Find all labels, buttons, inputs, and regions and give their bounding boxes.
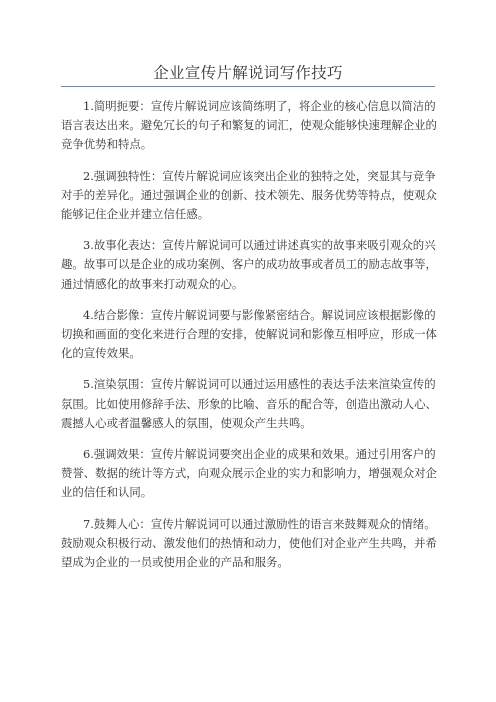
paragraph-4: 4.结合影像：宣传片解说词要与影像紧密结合。解说词应该根据影像的切换和画面的变化来进行合理的安排，使解说词和影像互相呼应，形成一体化的宣传效果。 xyxy=(61,307,437,361)
document-body xyxy=(61,97,441,584)
paragraph-6: 6.强调效果：宣传片解说词要突出企业的成果和效果。通过引用客户的赞誉、数据的统计等方式，向观众展示企业的实力和影响力，增强观众对企业的信任和认同。 xyxy=(61,447,437,500)
document-title: 企业宣传片解说词写作技巧 xyxy=(153,64,343,82)
title-underline xyxy=(61,86,435,87)
paragraph-1: 1.简明扼要：宣传片解说词应该简练明了，将企业的核心信息以简洁的语言表达出来。避免冗长的句子和繁复的词汇，使观众能够快速理解企业的竞争优势和特点。 xyxy=(61,99,437,152)
paragraph-5: 5.渲染氛围：宣传片解说词可以通过运用感性的表达手法来渲染宣传的氛围。比如使用修辞手法、形象的比喻、音乐的配合等，创造出激动人心、震撼人心或者温馨感人的氛围，使观众产生共鸣。 xyxy=(61,377,437,430)
paragraph-2: 2.强调独特性：宣传片解说词应该突出企业的独特之处，突显其与竞争对手的差异化。通过强调企业的创新、技术领先、服务优势等特点，使观众能够记住企业并建立信任感。 xyxy=(61,168,437,222)
paragraph-3: 3.故事化表达：宣传片解说词可以通过讲述真实的故事来吸引观众的兴趣。故事可以是企业的成功案例、客户的成功故事或者员工的励志故事等，通过情感化的故事来打动观众的心。 xyxy=(61,238,437,291)
paragraph-7: 7.鼓舞人心：宣传片解说词可以通过激励性的语言来鼓舞观众的情绪。鼓励观众积极行动、激发他们的热情和动力，使他们对企业产生共鸣，并希望成为企业的一员或使用企业的产品和服务。 xyxy=(61,516,437,570)
